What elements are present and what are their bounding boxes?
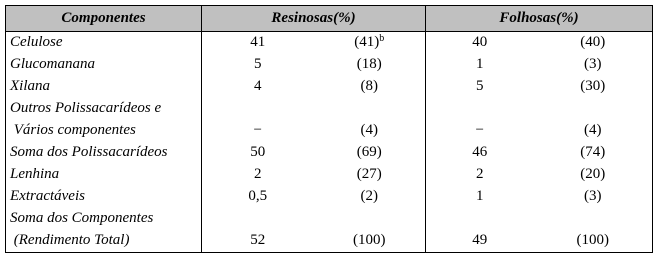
row-label-line1: Soma dos Componentes [10, 210, 154, 226]
softwood-paren-text: (41) [354, 34, 380, 50]
softwood-value-paren: (2) [360, 188, 378, 204]
softwood-value: 50 [250, 144, 266, 160]
hardwood-value: 40 [426, 32, 534, 55]
softwood-value-paren: (69) [356, 144, 382, 160]
softwood-value-paren: (27) [356, 166, 382, 182]
table-header-row [6, 6, 653, 32]
softwood-value-paren: (100) [314, 208, 426, 253]
hardwood-value-paren: (3) [534, 186, 653, 208]
row-label: Soma dos Polissacarídeos [6, 142, 202, 164]
table-row [6, 98, 653, 142]
table-row [6, 186, 653, 208]
header-hardwood: Folhosas(%) [426, 6, 653, 32]
hardwood-value: 1 [426, 54, 534, 76]
header-components: Componentes [6, 6, 202, 32]
softwood-value: 5 [254, 56, 262, 72]
hardwood-value: 1 [426, 186, 534, 208]
hardwood-value-paren: (30) [534, 76, 653, 98]
row-label: Celulose [6, 32, 202, 55]
row-label-line2: (Rendimento Total) [10, 232, 130, 248]
row-label: Xilana [6, 76, 202, 98]
composition-table-container [5, 5, 652, 253]
hardwood-value: 5 [426, 76, 534, 98]
hardwood-value-paren: (100) [534, 208, 653, 253]
header-softwood: Resinosas(%) [202, 6, 426, 32]
hardwood-value-paren: (3) [534, 54, 653, 76]
row-label: Lenhina [6, 164, 202, 186]
table-row [6, 142, 653, 164]
softwood-value-paren: (8) [360, 78, 378, 94]
table-row [6, 76, 653, 98]
hardwood-value-paren: (20) [534, 164, 653, 186]
hardwood-value-paren: (4) [534, 98, 653, 142]
softwood-value: 2 [254, 166, 262, 182]
row-label-line1: Outros Polissacarídeos e [10, 100, 162, 116]
row-label-line2: Vários componentes [10, 122, 136, 138]
row-label: Glucomanana [6, 54, 202, 76]
hardwood-value: − [426, 98, 534, 142]
hardwood-value: 46 [426, 142, 534, 164]
row-label [6, 98, 202, 142]
hardwood-value: 49 [426, 208, 534, 253]
softwood-value: − [253, 122, 262, 138]
softwood-value-paren: (4) [360, 122, 378, 138]
hardwood-value-paren: (40) [534, 32, 653, 55]
row-label: Extractáveis [6, 186, 202, 208]
table-row [6, 164, 653, 186]
softwood-value: 52 [202, 208, 314, 253]
table-row [6, 32, 653, 55]
footnote-marker: b [379, 33, 385, 44]
softwood-value-paren [314, 32, 426, 55]
hardwood-value: 2 [426, 164, 534, 186]
wood-composition-table [5, 5, 653, 253]
softwood-value: 4 [254, 78, 262, 94]
hardwood-value-paren: (74) [534, 142, 653, 164]
table-row [6, 54, 653, 76]
softwood-value: 41 [250, 34, 266, 50]
table-row [6, 208, 653, 253]
softwood-value: 0,5 [248, 188, 268, 204]
row-label [6, 208, 202, 253]
softwood-value-paren: (18) [356, 56, 382, 72]
